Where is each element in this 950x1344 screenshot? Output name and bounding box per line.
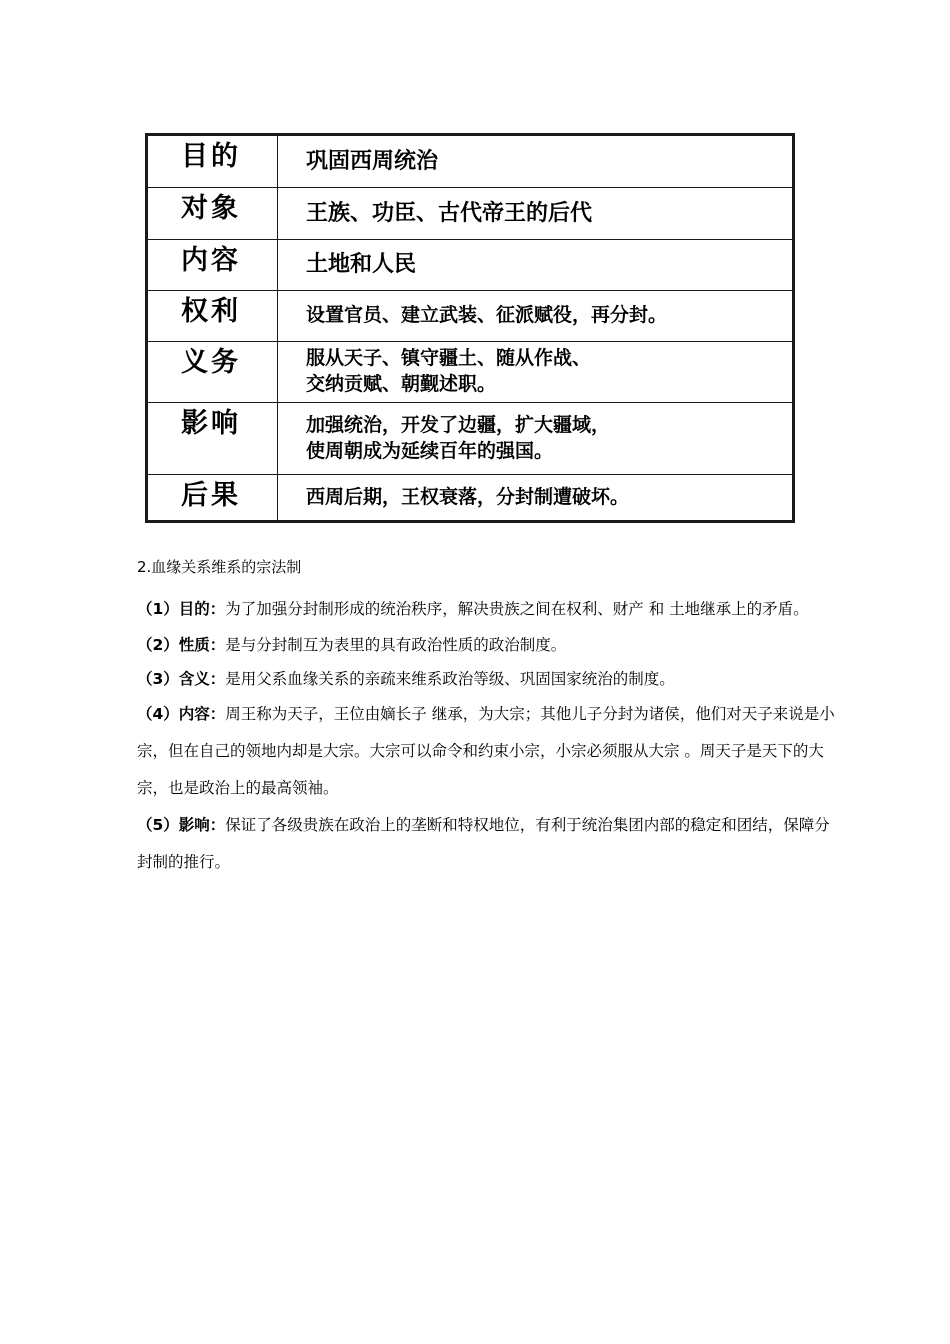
item-text: 为了加强分封制形成的统治秩序，解决贵族之间在权利、财产 和 土地继承上的矛盾。 <box>225 600 809 618</box>
table-row-consequence <box>148 475 792 520</box>
item-label: （3）含义： <box>137 670 226 688</box>
item-text: 周王称为天子，王位由嫡长子 继承，为大宗；其他儿子分封为诸侯，他们对天子来说是小宗，但在自己的领地内却是大宗。大宗可以命令和约束小宗，小宗必须服从大宗 。周天子是天下的大宗，也是政治上的最高领袖。 <box>137 705 835 797</box>
item-content <box>137 696 837 807</box>
row-content <box>278 342 792 402</box>
row-content-line: 使周朝成为延续百年的强国。 <box>306 439 554 462</box>
item-label: （5）影响： <box>137 816 226 834</box>
table-row-target <box>148 188 792 240</box>
section-title: 2.血缘关系维系的宗法制 <box>137 558 302 576</box>
table-row-purpose <box>148 136 792 188</box>
item-label: （2）性质： <box>137 636 226 654</box>
row-content <box>278 403 792 474</box>
item-text: 保证了各级贵族在政治上的垄断和特权地位，有利于统治集团内部的稳定和团结，保障分封制的推行。 <box>137 816 830 871</box>
row-content <box>278 291 792 341</box>
row-content <box>278 475 792 520</box>
row-label: 内容 <box>148 240 278 290</box>
fief-system-table <box>145 133 795 523</box>
item-text: 是与分封制互为表里的具有政治性质的政治制度。 <box>225 636 567 654</box>
row-content-line: 交纳贡赋、朝觐述职。 <box>306 373 497 395</box>
row-content-line: 加强统治，开发了边疆，扩大疆域， <box>306 413 611 436</box>
row-content-line: 王族、功臣、古代帝王的后代 <box>306 200 593 226</box>
table-row-rights <box>148 291 792 342</box>
table-row-duties <box>148 342 792 403</box>
item-text: 是用父系血缘关系的亲疏来维系政治等级、巩固国家统治的制度。 <box>225 670 675 688</box>
item-label: （4）内容： <box>137 705 226 723</box>
row-content-line: 设置官员、建立武装、征派赋役，再分封。 <box>306 304 668 327</box>
table-row-influence <box>148 403 792 475</box>
item-nature <box>137 628 837 662</box>
row-content-line: 巩固西周统治 <box>306 148 439 174</box>
patriarchal-clan-section <box>137 555 837 881</box>
table-row-content <box>148 240 792 291</box>
row-label: 影响 <box>148 403 278 474</box>
row-content <box>278 188 792 239</box>
row-label: 目的 <box>148 136 278 187</box>
row-content-line: 西周后期，王权衰落，分封制遭破坏。 <box>306 485 630 508</box>
row-content <box>278 240 792 290</box>
row-content <box>278 136 792 187</box>
row-label: 权利 <box>148 291 278 341</box>
item-label: （1）目的： <box>137 600 226 618</box>
row-label: 义务 <box>148 342 278 402</box>
item-purpose <box>137 591 837 628</box>
item-meaning <box>137 662 837 696</box>
item-influence <box>137 807 837 881</box>
row-label: 后果 <box>148 475 278 520</box>
row-content-line: 土地和人民 <box>306 252 417 278</box>
row-content-line: 服从天子、镇守疆土、随从作战、 <box>306 347 592 370</box>
row-label: 对象 <box>148 188 278 239</box>
